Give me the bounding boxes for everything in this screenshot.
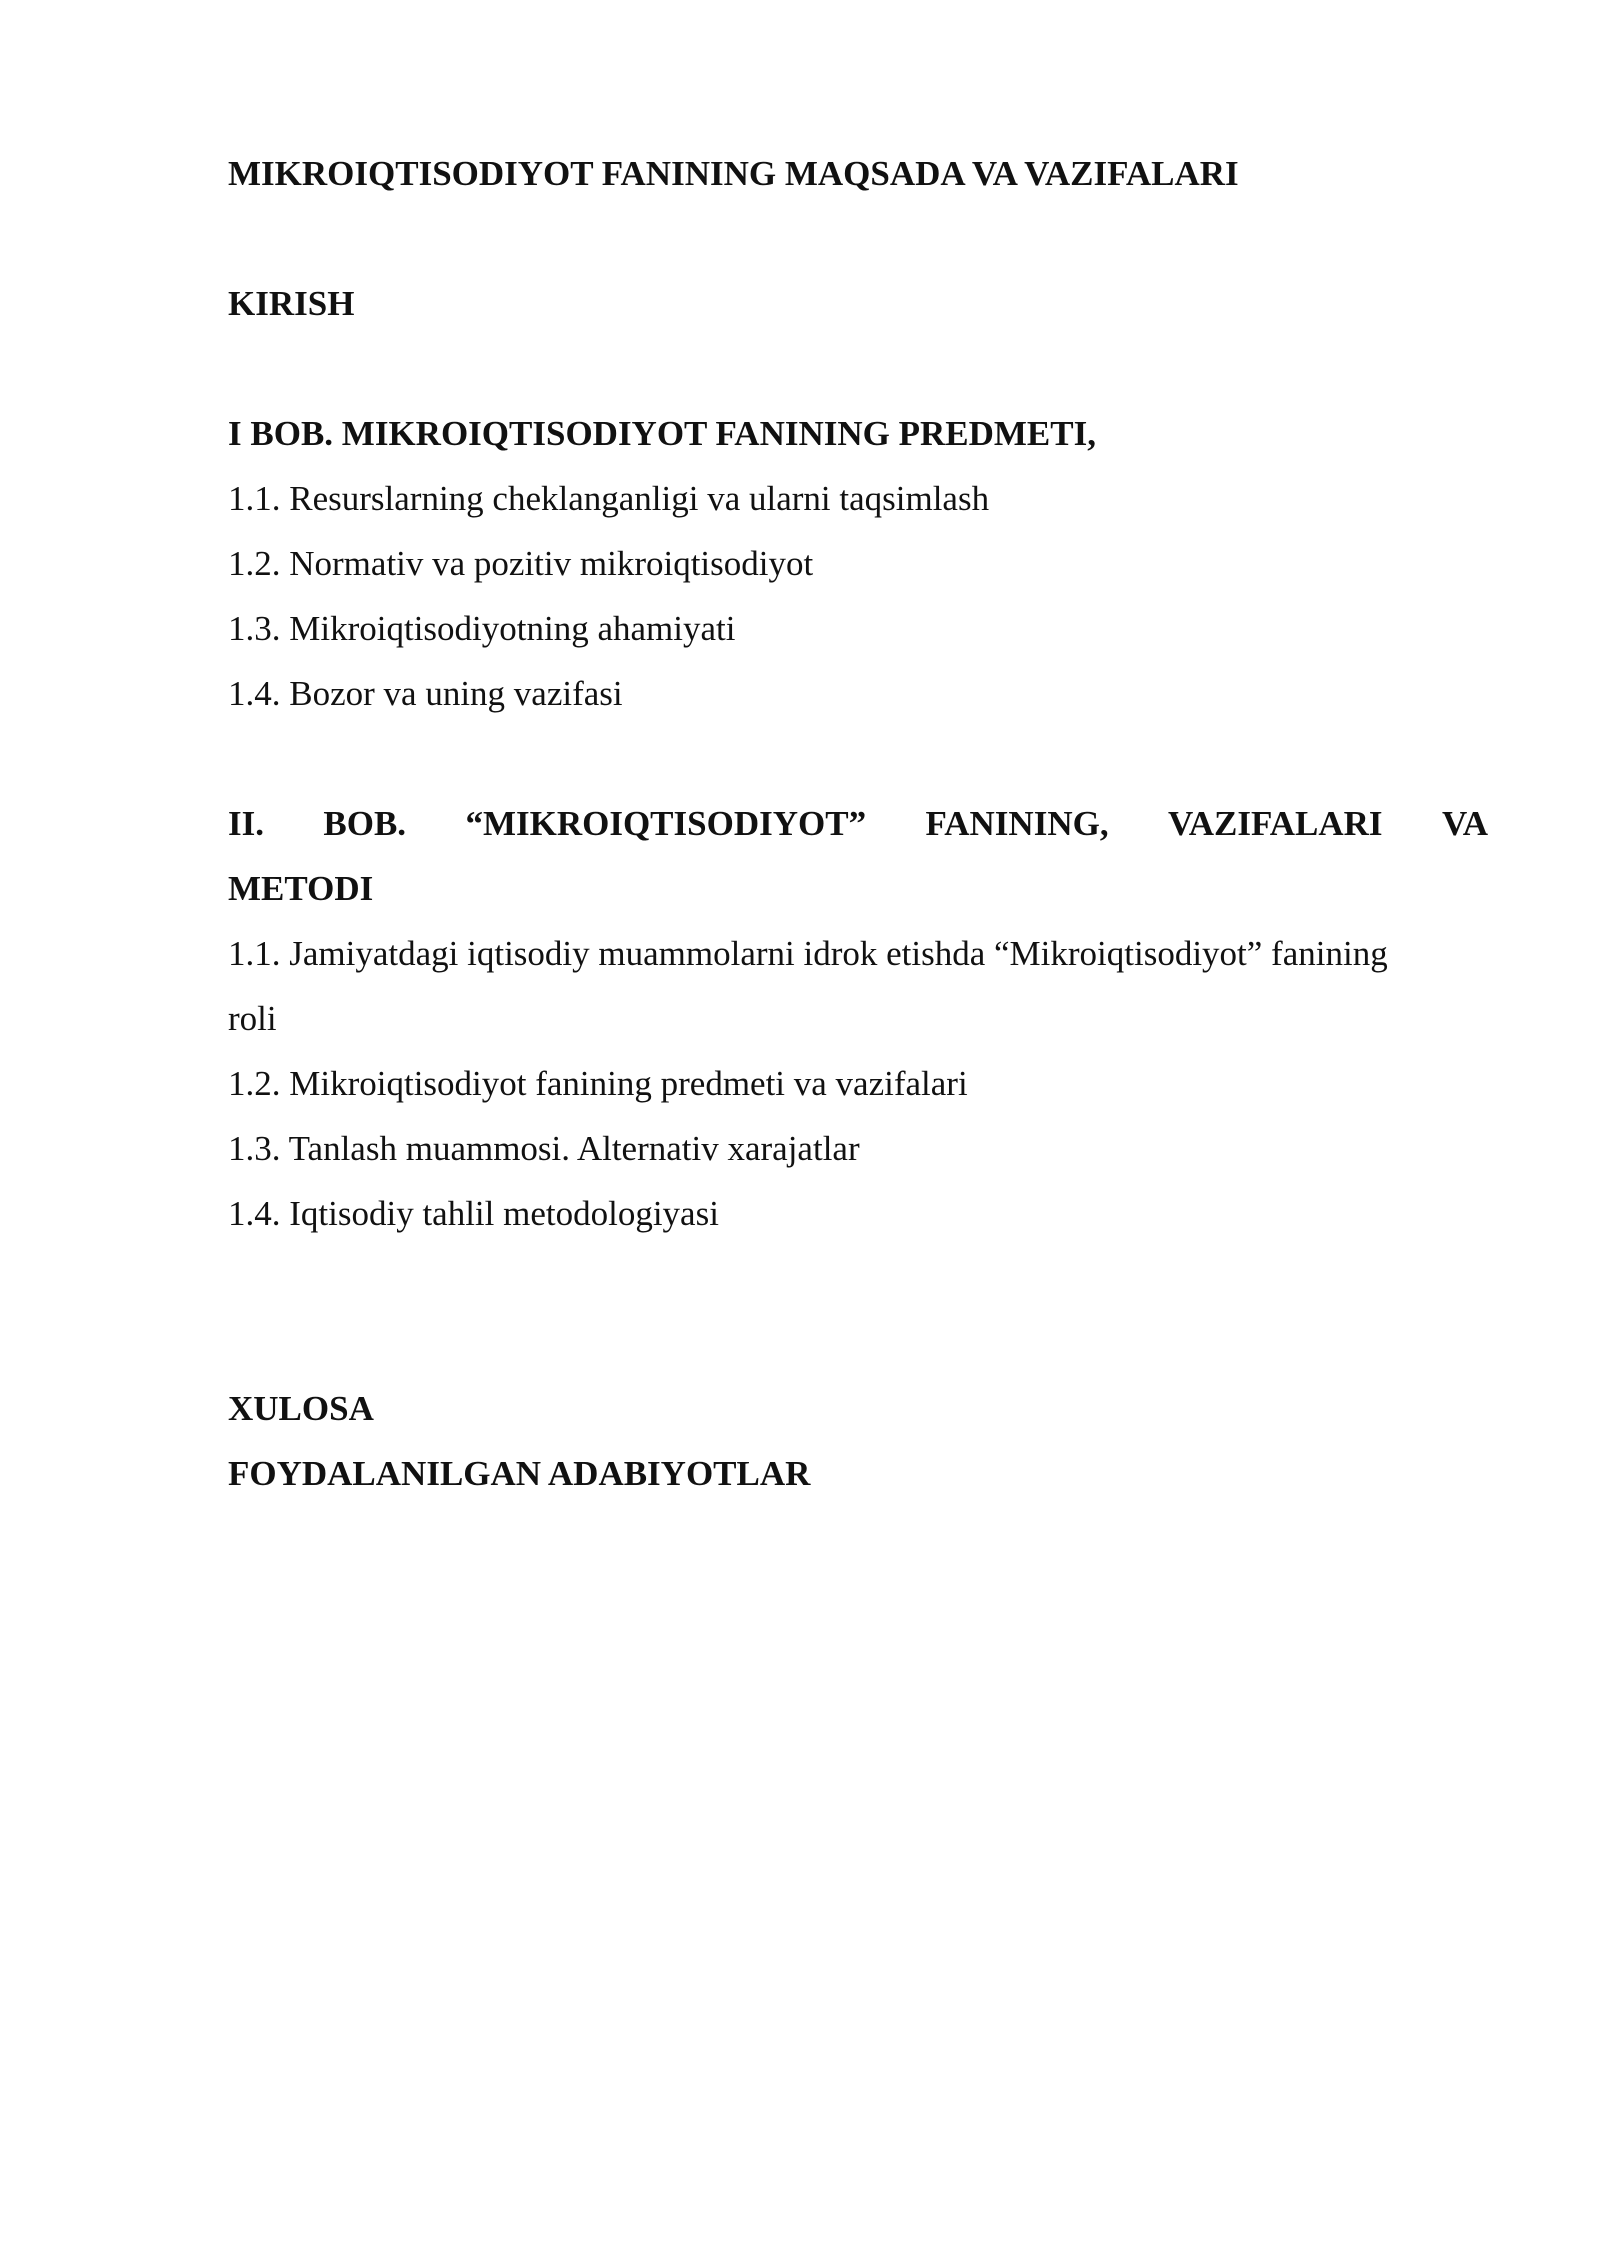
chapter2-item: 1.3. Tanlash muammosi. Alternativ xarajatlar bbox=[228, 1129, 860, 1168]
chapter2-heading-word: II. bbox=[228, 804, 264, 843]
chapter2-heading-word: VAZIFALARI bbox=[1167, 804, 1383, 843]
chapter2-item: 1.4. Iqtisodiy tahlil metodologiyasi bbox=[228, 1194, 719, 1233]
chapter1-item: 1.1. Resurslarning cheklanganligi va ularni taqsimlash bbox=[228, 479, 990, 518]
chapter1-item: 1.3. Mikroiqtisodiyotning ahamiyati bbox=[228, 609, 736, 648]
references-heading: FOYDALANILGAN ADABIYOTLAR bbox=[228, 1454, 811, 1493]
document-title: MIKROIQTISODIYOT FANINING MAQSADA VA VAZIFALARI bbox=[228, 154, 1239, 193]
chapter2-item: 1.1. Jamiyatdagi iqtisodiy muammolarni idrok etishda “Mikroiqtisodiyot” fanining bbox=[228, 934, 1388, 973]
chapter1-item: 1.2. Normativ va pozitiv mikroiqtisodiyot bbox=[228, 544, 814, 583]
chapter2-item: 1.2. Mikroiqtisodiyot fanining predmeti va vazifalari bbox=[228, 1064, 968, 1103]
chapter2-heading-word: FANINING, bbox=[925, 804, 1109, 843]
conclusion-heading: XULOSA bbox=[228, 1389, 374, 1428]
chapter2-heading-word: “MIKROIQTISODIYOT” bbox=[465, 804, 867, 843]
chapter1-heading: I BOB. MIKROIQTISODIYOT FANINING PREDMETI, bbox=[228, 414, 1096, 453]
intro-heading: KIRISH bbox=[228, 284, 355, 323]
chapter1-item: 1.4. Bozor va uning vazifasi bbox=[228, 674, 623, 713]
chapter2-item-continuation: roli bbox=[228, 999, 277, 1038]
chapter2-heading-line2: METODI bbox=[228, 869, 374, 908]
chapter2-heading-word: VA bbox=[1441, 804, 1488, 843]
chapter2-heading-word: BOB. bbox=[323, 804, 407, 843]
chapter2-heading bbox=[228, 804, 1488, 844]
